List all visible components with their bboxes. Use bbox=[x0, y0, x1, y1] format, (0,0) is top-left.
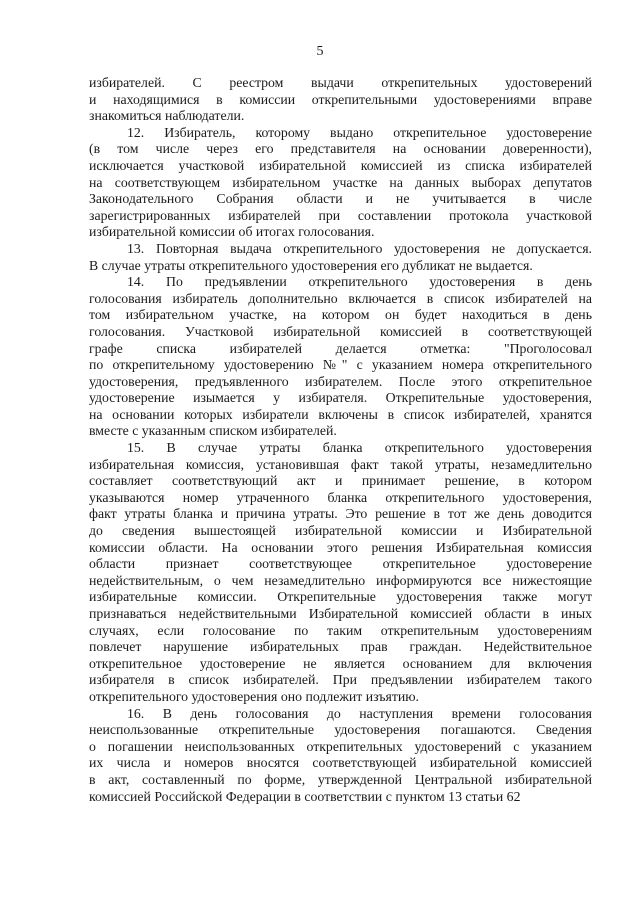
paragraph bbox=[89, 440, 592, 706]
page-number: 5 bbox=[316, 44, 324, 59]
text-line: удостоверение изымается у избирателя. Открепительные удостоверения, bbox=[89, 390, 592, 406]
text-line: зарегистрированных избирателей при составлении протокола участковой bbox=[89, 207, 592, 223]
text-line: том избирательном участке, на котором он будет находиться в день bbox=[89, 307, 592, 323]
text-line: и находящимися в комиссии открепительными удостоверениями вправе bbox=[89, 91, 592, 107]
text-line: избирательной комиссии об итогах голосования. bbox=[89, 224, 375, 240]
paragraph bbox=[89, 75, 592, 125]
text-line: составляет соответствующий акт и принимает решение, в котором bbox=[89, 473, 592, 489]
text-line: области признает соответствующее открепительное удостоверение bbox=[89, 556, 592, 572]
text-line: избирательные комиссии. Открепительные удостоверения также могут bbox=[89, 589, 592, 605]
text-line: повлечет нарушение избирательных прав граждан. Недействительное bbox=[89, 639, 592, 655]
text-line: (в том числе через его представителя на основании доверенности), bbox=[89, 141, 592, 157]
text-line: вместе с указанным списком избирателей. bbox=[89, 423, 337, 439]
text-line: открепительное удостоверение не является основанием для включения bbox=[89, 655, 592, 671]
text-line: на соответствующем избирательном участке на данных выборах депутатов bbox=[89, 174, 592, 190]
text-line: голосования избиратель дополнительно включается в список избирателей на bbox=[89, 290, 592, 306]
text-line: 15. В случае утраты бланка открепительного удостоверения bbox=[127, 440, 592, 456]
text-line: избирателя в список избирателей. При предъявлении избирателем такого bbox=[89, 672, 592, 688]
text-line: 14. По предъявлении открепительного удостоверения в день bbox=[127, 274, 592, 290]
text-line: по открепительному удостоверению №" с указанием номера открепительного bbox=[89, 357, 592, 373]
text-line: недействительным, о чем незамедлительно информируются все нижестоящие bbox=[89, 572, 592, 588]
text-line: 12. Избиратель, которому выдано открепительное удостоверение bbox=[127, 124, 592, 140]
text-line: исключается участковой избирательной комиссией из списка избирателей bbox=[89, 157, 592, 173]
text-line: комиссией Российской Федерации в соответствии с пунктом 13 статьи 62 bbox=[89, 788, 521, 804]
text-line: графе списка избирателей делается отметка: "Проголосовал bbox=[89, 340, 592, 356]
paragraph bbox=[89, 125, 592, 241]
document-body bbox=[89, 75, 592, 805]
text-line: открепительного удостоверения оно подлежит изъятию. bbox=[89, 688, 419, 704]
text-line: избирателей. С реестром выдачи открепительных удостоверений bbox=[89, 75, 592, 90]
text-line: удостоверения, предъявленного избирателем. После этого открепительное bbox=[89, 373, 592, 389]
text-line: в акт, составленный по форме, утвержденной Центральной избирательной bbox=[89, 771, 592, 787]
text-line: избирательная комиссия, установившая факт такой утраты, незамедлительно bbox=[89, 456, 592, 472]
text-line: о погашении неиспользованных открепительных удостоверений с указанием bbox=[89, 738, 592, 754]
text-line: 16. В день голосования до наступления времени голосования bbox=[127, 705, 592, 721]
text-line: 13. Повторная выдача открепительного удостоверения не допускается. bbox=[127, 240, 592, 256]
paragraph bbox=[89, 274, 592, 440]
text-line: В случае утраты открепительного удостоверения его дубликат не выдается. bbox=[89, 257, 533, 273]
paragraph bbox=[89, 706, 592, 806]
text-line: факт утраты бланка и причина утраты. Это решение в тот же день доводится bbox=[89, 506, 592, 522]
paragraph bbox=[89, 241, 592, 274]
text-line: их числа и номеров вносятся соответствующей избирательной комиссией bbox=[89, 755, 592, 771]
text-line: до сведения вышестоящей избирательной комиссии и Избирательной bbox=[89, 523, 592, 539]
text-line: комиссии области. На основании этого решения Избирательная комиссия bbox=[89, 539, 592, 555]
text-line: на основании которых избиратели включены в список избирателей, хранятся bbox=[89, 406, 592, 422]
text-line: признаваться недействительными Избирательной комиссией области в иных bbox=[89, 606, 592, 621]
text-line: Законодательного Собрания области и не учитывается в числе bbox=[89, 191, 592, 207]
text-line: указываются номер утраченного бланка открепительного удостоверения, bbox=[89, 489, 592, 505]
text-line: голосования. Участковой избирательной комиссией в соответствующей bbox=[89, 323, 592, 339]
text-line: случаях, если голосование по таким открепительным удостоверениям bbox=[89, 622, 592, 638]
text-line: неиспользованные открепительные удостоверения погашаются. Сведения bbox=[89, 722, 592, 738]
text-line: знакомиться наблюдатели. bbox=[89, 108, 245, 124]
